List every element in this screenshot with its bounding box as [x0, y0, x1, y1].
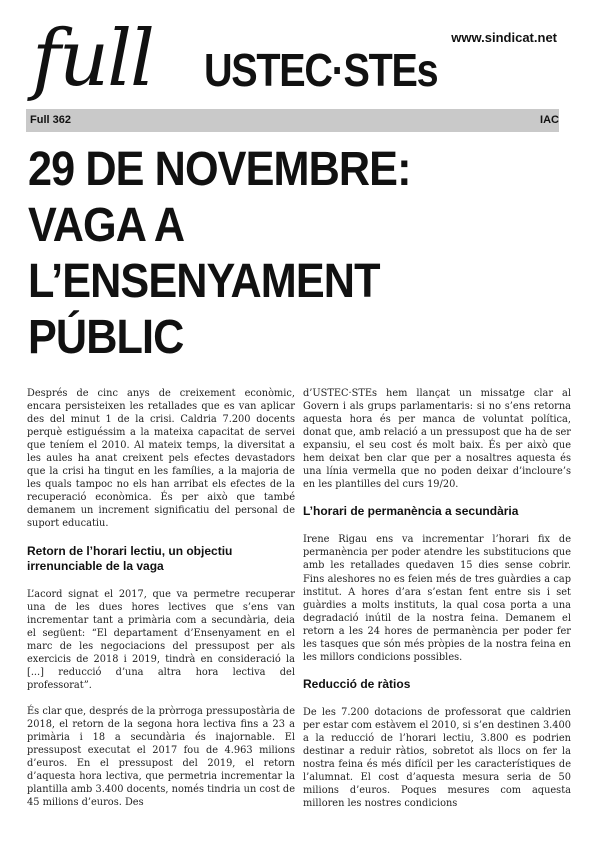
headline: [28, 142, 514, 366]
issue-number: Full 362: [30, 114, 71, 126]
headline-line: PÚBLIC: [28, 311, 184, 364]
masthead-brand-logo: USTEC·STEs: [204, 44, 438, 96]
section-heading: L’horari de permanència a secundària: [303, 504, 519, 519]
section-heading: Retorn de l’horari lectiu, un objectiu irrenunciable de la vaga: [27, 543, 233, 573]
article-column-right: [303, 387, 571, 823]
headline-line: 29 DE NOVEMBRE:: [28, 143, 411, 196]
issue-bar: [26, 109, 559, 132]
article-column-left: [27, 387, 295, 822]
section-heading: Reducció de ràtios: [303, 676, 411, 691]
website-url: www.sindicat.net: [451, 30, 557, 45]
headline-line: VAGA A: [28, 199, 185, 252]
section-tag: IAC: [540, 114, 559, 126]
paragraph: L’acord signat el 2017, que va permetre recuperar una de les dues hores lectives que s’ens van incrementar tant a primària com a secundària, deia el següent: “El departament d’Ensenyament en el marc de les negociacions del pressupost per als exercicis de 2018 i 2019, tindrà en consideració la [...] reducció d’una altra hora lectiva del professorat”.: [27, 588, 295, 691]
masthead-full-logo: full: [32, 14, 153, 104]
paragraph: És clar que, després de la pròrroga pressupostària de 2018, el retorn de la segona hora lectiva fins a 23 a primària i 18 a secundària és inajornable. El pressupost executat el 2017 fou de 4.963 milions d’euros. En el pressupost del 2019, el retorn d’aquesta hora lectiva, que permetria incrementar la plantilla amb 3.400 docents, només tindria un cost de 45 milions d’euros. Des: [27, 705, 295, 809]
paragraph: Irene Rigau ens va incrementar l’horari fix de permanència per poder atendre les substitucions que amb les retallades quedaven 15 dies sense cobrir. Fins aleshores no es feien més de tres guàrdies a cap institut. A hores d’ara s’estan fent entre sis i set guàrdies a molts instituts, la qual cosa porta a una degradació inútil de la nostra feina. Demanem el retorn a les 24 hores de permanència per poder fer les tasques que són més pròpies de la nostra feina en les millors condicions possibles.: [303, 534, 571, 663]
headline-line: L’ENSENYAMENT: [28, 255, 380, 308]
paragraph: d’USTEC·STEs hem llançat un missatge clar al Govern i als grups parlamentaris: si no s’ens retorna aquesta hora és per manca de voluntat política, donat que, amb relació a un pressupost que ha de ser expansiu, el seu cost és molt baix. És per això que hem deixat ben clar que per a nosaltres aquesta és una línia vermella que no poden deixar d’incloure’s en les plantilles del curs 19/20.: [303, 388, 571, 491]
paragraph: Després de cinc anys de creixement econòmic, encara persisteixen les retallades que es van aplicar des del minut 1 de la crisi. Caldria 7.200 docents perquè estiguéssim a la mateixa capacitat de servei que teníem el 2010. Al mateix temps, la diversitat a les aules ha anat creixent pels efectes devastadors que la crisi ha tingut en les famílies, a la majoria de les quals tampoc no els han arribat els efectes de la recuperació econòmica. És per això que també demanem un increment significatiu del personal de suport educatiu.: [27, 388, 295, 530]
paragraph: De les 7.200 dotacions de professorat que caldrien per estar com estàvem el 2010, si s’en destinen 3.400 a la reducció de l’horari lectiu, 3.800 es podrien destinar a reduir ràtios, sobretot als llocs on fer la nostra feina és més difícil per les característiques de l’alumnat. El cost d’aquesta mesura seria de 50 milions d’euros. Poques mesures com aquesta milloren les nostres condicions: [303, 706, 571, 810]
